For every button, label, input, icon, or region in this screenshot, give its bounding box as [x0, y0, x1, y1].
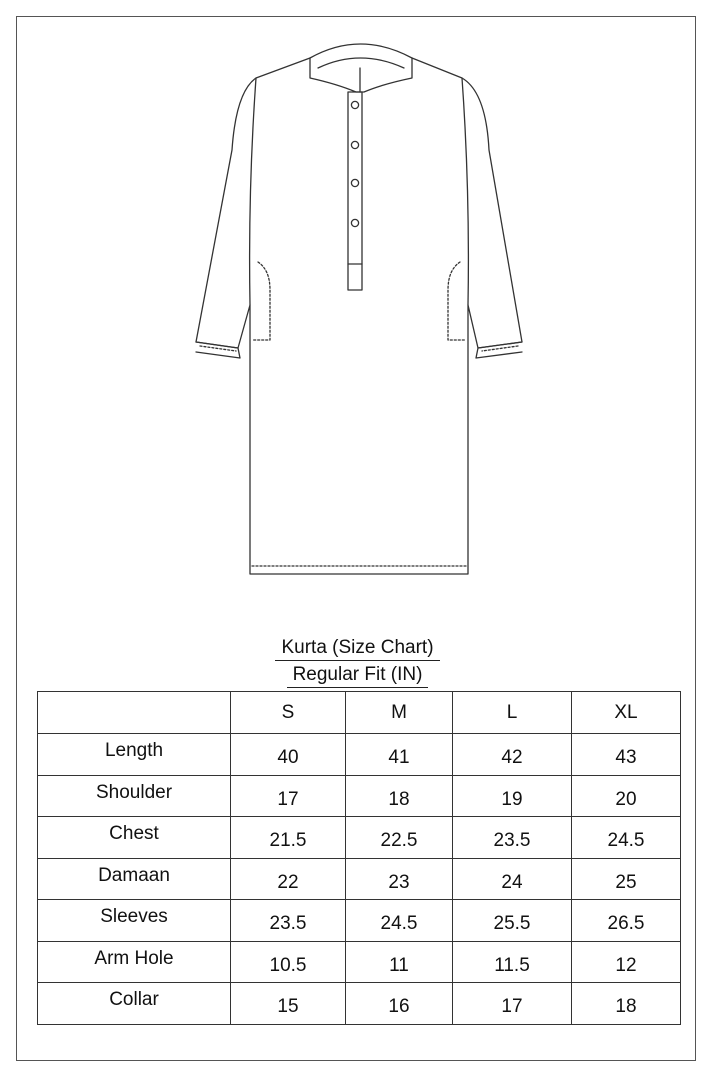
- row-label-text: Chest: [109, 823, 159, 845]
- table-cell: [346, 817, 453, 859]
- cell-value: 11: [389, 954, 409, 976]
- cell-value: 24.5: [380, 913, 418, 935]
- cell-value: 22: [277, 871, 299, 893]
- column-header: S: [231, 692, 346, 734]
- cell-value: 16: [388, 996, 410, 1018]
- cell-value: 11.5: [494, 954, 530, 976]
- cell-value: 10.5: [269, 954, 307, 976]
- row-label-text: Shoulder: [95, 781, 173, 803]
- table-cell: [453, 775, 572, 817]
- table-cell: [453, 858, 572, 900]
- row-label: [38, 858, 231, 900]
- table-cell: [572, 734, 681, 776]
- kurta-collar: [310, 44, 412, 92]
- table-row: [38, 734, 681, 776]
- row-label: [38, 941, 231, 983]
- table-row: [38, 858, 681, 900]
- table-cell: [453, 817, 572, 859]
- cell-value: 21.5: [269, 830, 307, 852]
- cell-value: 41: [388, 747, 410, 769]
- table-cell: [572, 983, 681, 1025]
- cell-value: 20: [615, 788, 637, 810]
- row-label-text: Collar: [109, 989, 159, 1011]
- left-pocket: [252, 262, 270, 340]
- row-label-text: Sleeves: [100, 906, 168, 928]
- table-row: [38, 775, 681, 817]
- table-cell: [231, 900, 346, 942]
- button-icon: [351, 101, 358, 108]
- cell-value: 17: [501, 996, 523, 1018]
- row-label: [38, 734, 231, 776]
- cell-value: 22.5: [380, 830, 418, 852]
- cell-value: 18: [388, 788, 410, 810]
- table-cell: [231, 734, 346, 776]
- cell-value: 25: [615, 871, 637, 893]
- table-cell: [231, 775, 346, 817]
- table-row: [38, 900, 681, 942]
- kurta-line-drawing-icon: [180, 30, 540, 590]
- table-cell: [231, 941, 346, 983]
- cell-value: 43: [615, 747, 637, 769]
- cell-value: 23: [388, 871, 410, 893]
- table-cell: [346, 775, 453, 817]
- button-icon: [351, 179, 358, 186]
- table-cell: [453, 900, 572, 942]
- button-icon: [351, 219, 358, 226]
- right-cuff: [476, 342, 522, 358]
- cell-value: 17: [277, 788, 299, 810]
- cell-value: 23.5: [493, 830, 531, 852]
- table-cell: [346, 900, 453, 942]
- table-cell: [231, 983, 346, 1025]
- cell-value: 23.5: [269, 913, 307, 935]
- kurta-body-outline: [196, 58, 522, 574]
- table-row: [38, 817, 681, 859]
- cell-value: 24: [501, 871, 523, 893]
- table-cell: [572, 941, 681, 983]
- table-cell: [231, 858, 346, 900]
- cell-value: 40: [277, 747, 299, 769]
- cell-value: 42: [501, 747, 523, 769]
- cell-value: 26.5: [607, 913, 645, 935]
- row-label-text: Length: [104, 740, 164, 762]
- row-label-text: Damaan: [98, 864, 170, 886]
- right-pocket: [448, 262, 466, 340]
- column-header: L: [453, 692, 572, 734]
- table-cell: [572, 858, 681, 900]
- table-header-row: [38, 692, 681, 734]
- size-chart-table: [37, 691, 681, 1025]
- row-label-text: Arm Hole: [94, 947, 174, 969]
- table-row: [38, 941, 681, 983]
- table-cell: [572, 900, 681, 942]
- row-label: [38, 817, 231, 859]
- cell-value: 12: [615, 954, 637, 976]
- table-cell: [346, 983, 453, 1025]
- table-cell: [572, 817, 681, 859]
- column-header: M: [346, 692, 453, 734]
- cell-value: 19: [501, 788, 523, 810]
- table-corner-cell: [38, 692, 231, 734]
- table-cell: [346, 734, 453, 776]
- row-label: [38, 983, 231, 1025]
- row-label: [38, 900, 231, 942]
- table-cell: [231, 817, 346, 859]
- table-cell: [453, 734, 572, 776]
- table-row: [38, 983, 681, 1025]
- table-cell: [346, 941, 453, 983]
- cell-value: 24.5: [607, 830, 645, 852]
- row-label: [38, 775, 231, 817]
- table-cell: [453, 983, 572, 1025]
- table-cell: [572, 775, 681, 817]
- cell-value: 18: [615, 996, 637, 1018]
- chart-subtitle: Regular Fit (IN): [287, 664, 429, 688]
- kurta-placket: [348, 92, 362, 290]
- table-cell: [453, 941, 572, 983]
- column-header: XL: [572, 692, 681, 734]
- chart-title: Kurta (Size Chart): [275, 637, 439, 661]
- cell-value: 25.5: [493, 913, 531, 935]
- table-cell: [346, 858, 453, 900]
- button-icon: [351, 141, 358, 148]
- cell-value: 15: [277, 996, 299, 1018]
